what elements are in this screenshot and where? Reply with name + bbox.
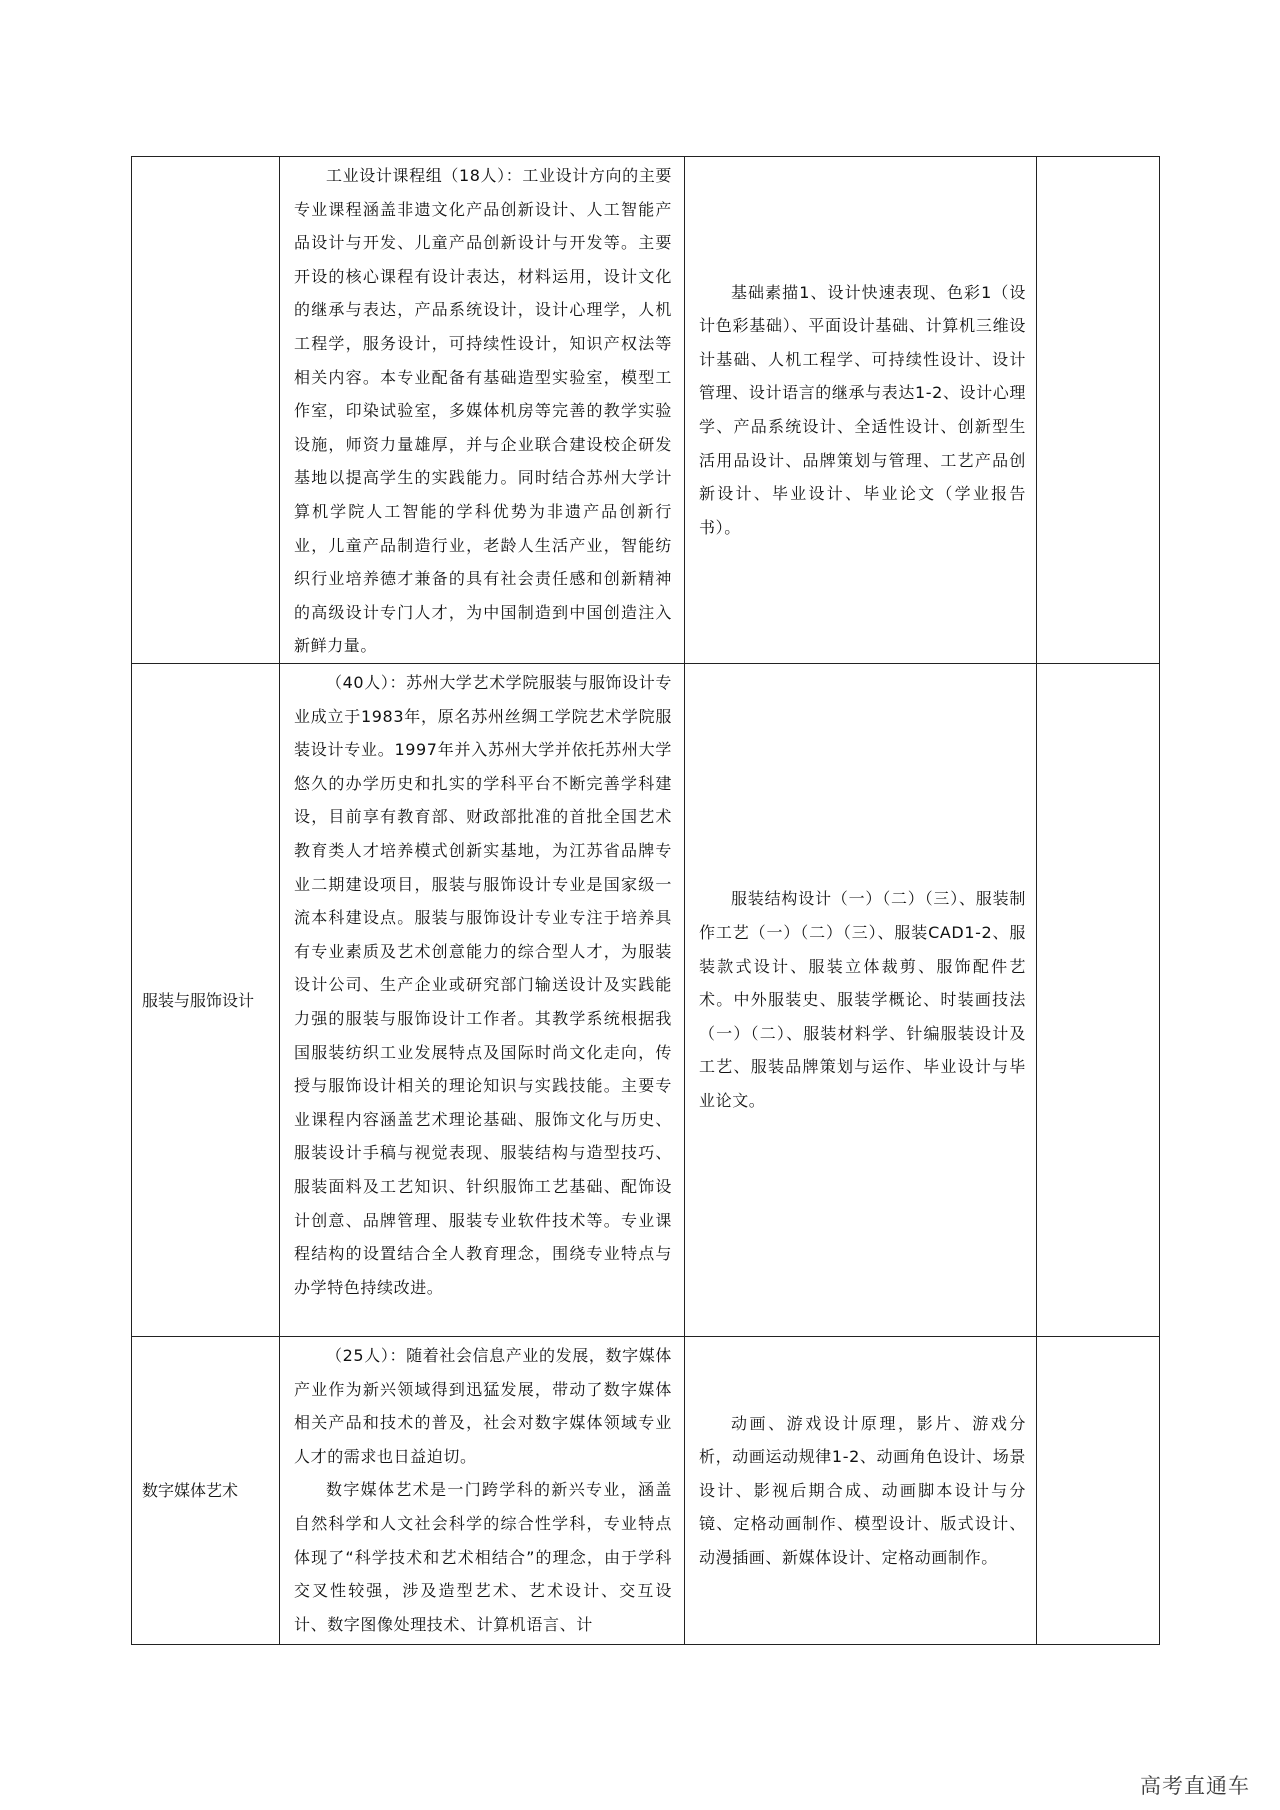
major-description-cell <box>280 664 685 1337</box>
course-list-cell <box>685 157 1037 664</box>
major-description-cell <box>280 1337 685 1645</box>
extra-cell <box>1037 157 1160 664</box>
extra-cell <box>1037 1337 1160 1645</box>
course-list: 基础素描1、设计快速表现、色彩1（设计色彩基础）、平面设计基础、计算机三维设计基础、人机工程学、可持续性设计、设计管理、设计语言的继承与表达1-2、设计心理学、产品系统设计、全适性设计、创新型生活用品设计、品牌策划与管理、工艺产品创新设计、毕业设计、毕业论文（学业报告书）。 <box>699 282 1026 537</box>
major-description <box>280 1337 684 1641</box>
table-row <box>132 1337 1160 1645</box>
table-row <box>132 157 1160 664</box>
course-list-cell <box>685 1337 1037 1645</box>
major-name: 服装与服饰设计 <box>142 990 255 1010</box>
major-name-cell <box>132 664 280 1337</box>
major-description-cell <box>280 157 685 664</box>
major-name: 数字媒体艺术 <box>142 1481 239 1500</box>
description-paragraph: 工业设计课程组（18人）：工业设计方向的主要专业课程涵盖非遗文化产品创新设计、人工智能产品设计与开发、儿童产品创新设计与开发等。主要开设的核心课程有设计表达，材料运用，设计文化的继承与表达，产品系统设计，设计心理学，人机工程学，服务设计，可持续性设计，知识产权法等相关内容。本专业配备有基础造型实验室，模型工作室，印染试验室，多媒体机房等完善的教学实验设施，师资力量雄厚，并与企业联合建设校企研发基地以提高学生的实践能力。同时结合苏州大学计算机学院人工智能的学科优势为非遗产品创新行业，儿童产品制造行业，老龄人生活产业，智能纺织行业培养德才兼备的具有社会责任感和创新精神的高级设计专门人才，为中国制造到中国创造注入新鲜力量。 <box>294 166 672 656</box>
course-list: 动画、游戏设计原理，影片、游戏分析，动画运动规律1-2、动画角色设计、场景设计、影视后期合成、动画脚本设计与分镜、定格动画制作、模型设计、版式设计、动漫插画、新媒体设计、定格动画制作。 <box>699 1413 1026 1567</box>
major-course-table <box>131 156 1160 1645</box>
extra-cell <box>1037 664 1160 1337</box>
major-name-cell <box>132 157 280 664</box>
major-name-cell <box>132 1337 280 1645</box>
description-paragraph: （25人）：随着社会信息产业的发展，数字媒体产业作为新兴领域得到迅猛发展，带动了数字媒体相关产品和技术的普及，社会对数字媒体领域专业人才的需求也日益迫切。 <box>294 1346 672 1466</box>
source-watermark: 高考直通车 <box>1140 1774 1250 1798</box>
major-description <box>280 664 684 1304</box>
table-row <box>132 664 1160 1337</box>
description-paragraph: 数字媒体艺术是一门跨学科的新兴专业，涵盖自然科学和人文社会科学的综合性学科，专业特点体现了“科学技术和艺术相结合”的理念，由于学科交叉性较强，涉及造型艺术、艺术设计、交互设计、数字图像处理技术、计算机语言、计 <box>294 1480 672 1634</box>
course-list-cell <box>685 664 1037 1337</box>
major-description <box>280 157 684 663</box>
course-list: 服装结构设计（一）（二）（三）、服装制作工艺（一）（二）（三）、服装CAD1-2、服装款式设计、服装立体裁剪、服饰配件艺术。中外服装史、服装学概论、时装画技法（一）（二）、服装材料学、针编服装设计及工艺、服装品牌策划与运作、毕业设计与毕业论文。 <box>699 889 1026 1110</box>
description-paragraph: （40人）：苏州大学艺术学院服装与服饰设计专业成立于1983年，原名苏州丝绸工学院艺术学院服装设计专业。1997年并入苏州大学并依托苏州大学悠久的办学历史和扎实的学科平台不断完善学科建设，目前享有教育部、财政部批准的首批全国艺术教育类人才培养模式创新实基地，为江苏省品牌专业二期建设项目，服装与服饰设计专业是国家级一流本科建设点。服装与服饰设计专业专注于培养具有专业素质及艺术创意能力的综合型人才，为服装设计公司、生产企业或研究部门输送设计及实践能力强的服装与服饰设计工作者。其教学系统根据我国服装纺织工业发展特点及国际时尚文化走向，传授与服饰设计相关的理论知识与实践技能。主要专业课程内容涵盖艺术理论基础、服饰文化与历史、服装设计手稿与视觉表现、服装结构与造型技巧、服装面料及工艺知识、针织服饰工艺基础、配饰设计创意、品牌管理、服装专业软件技术等。专业课程结构的设置结合全人教育理念，围绕专业特点与办学特色持续改进。 <box>294 673 672 1297</box>
